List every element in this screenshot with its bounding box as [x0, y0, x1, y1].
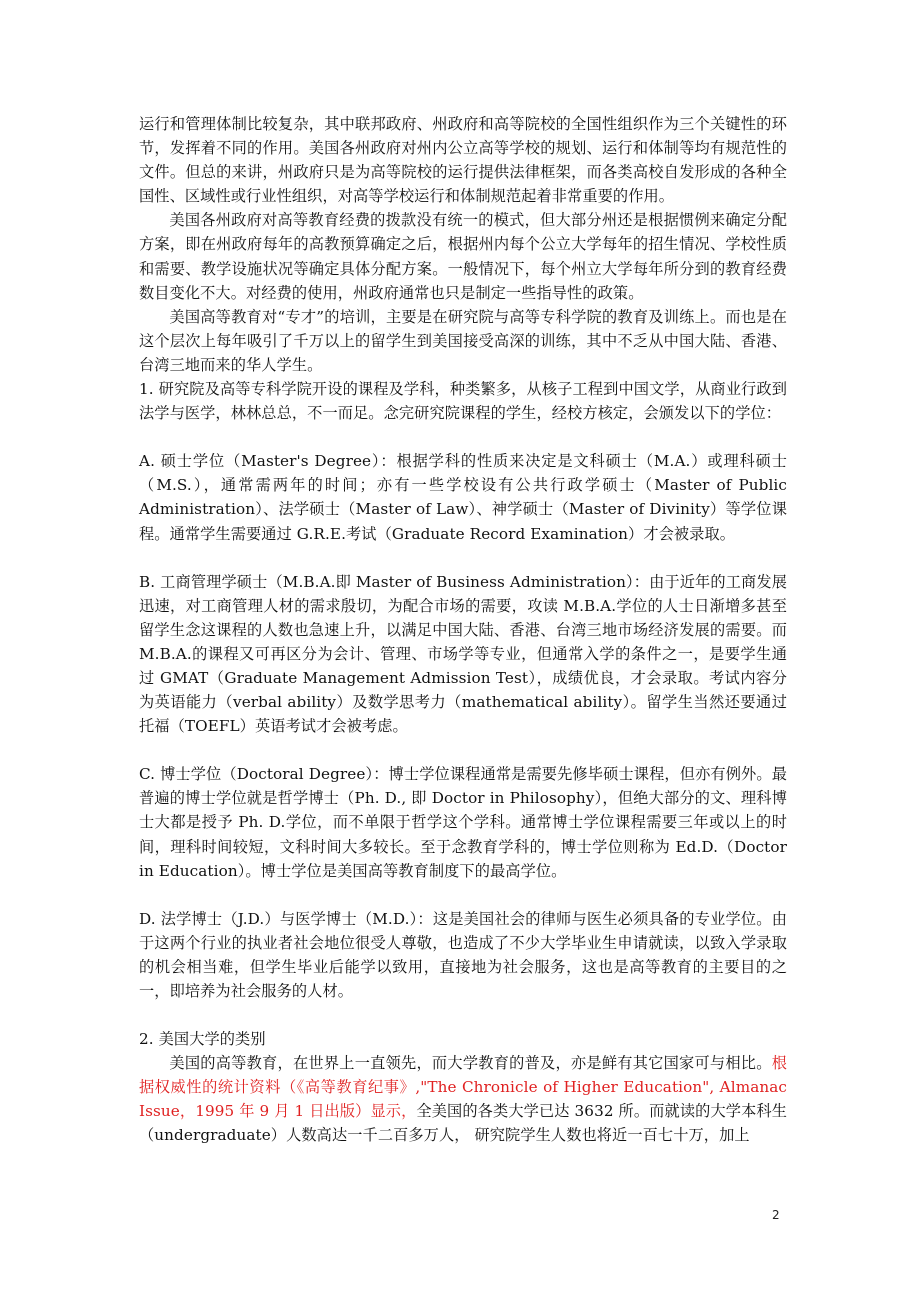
- paragraph-spacer: [139, 883, 787, 907]
- paragraph-graduate-programs: 1. 研究院及高等专科学院开设的课程及学科，种类繁多，从核子工程到中国文学，从商业行政到法学与医学，林林总总，不一而足。念完研究院课程的学生，经校方核定，会颁发以下的学位：: [139, 380, 787, 423]
- paragraph-spacer: [139, 1003, 787, 1027]
- statistics-figures-text: 全美国的各类大学已达 3632 所。而就读的大学本科生（undergraduate）人数高达一千二百多万人， 研究院学生人数也将近一百七十万，加上: [139, 1102, 787, 1145]
- paragraph-mba: B. 工商管理学硕士（M.B.A.即 Master of Business Administration）：由于近年的工商发展迅速，对工商管理人材的需求殷切，为配合市场的需要，攻读 M.B.A.学位的人士日渐增多甚至留学生念这课程的人数也急速上升，以满足中国大陆、香港、台湾三地市场经济发展的需要。而 M.B.A.的课程又可再区分为会计、管理、市场学等专业，但通常入学的条件之一，是要学生通过 GMAT（Graduate Management Admission Test），成绩优良，才会录取。考试内容分为英语能力（verbal ability）及数学思考力（mathematical ability）。留学生当然还要通过托福（TOEFL）英语考试才会被考虑。: [139, 572, 787, 736]
- statistics-source-citation: 根据权威性的统计资料（《高等教育纪事》,"The Chronicle of Higher Education", Almanac Issue，1995 年 9 月 1 日出版）显示，: [139, 1054, 787, 1121]
- paragraph-government-structure: 运行和管理体制比较复杂，其中联邦政府、州政府和高等院校的全国性组织作为三个关键性的环节，发挥着不同的作用。美国各州政府对州内公立高等学校的规划、运行和体制等均有规范性的文件。但总的来讲，州政府只是为高等院校的运行提供法律框架，而各类高校自发形成的各种全国性、区域性或行业性组织，对高等学校运行和体制规范起着非常重要的作用。: [139, 115, 787, 206]
- paragraph-spacer: [139, 425, 787, 449]
- paragraph-state-funding: 美国各州政府对高等教育经费的拨款没有统一的模式，但大部分州还是根据惯例来确定分配方案，即在州政府每年的高教预算确定之后，根据州内每个公立大学每年的招生情况、学校性质和需要、教学设施状况等确定具体分配方案。一般情况下，每个州立大学每年所分到的教育经费数目变化不大。对经费的使用，州政府通常也只是制定一些指导性的政策。: [139, 211, 787, 302]
- paragraph-doctoral-degree: C. 博士学位（Doctoral Degree）：博士学位课程通常是需要先修毕硕士课程，但亦有例外。最普遍的博士学位就是哲学博士（Ph. D., 即 Doctor in Philosophy），但绝大部分的文、理科博士大都是授予 Ph. D.学位，而不单限于哲学这个学科。通常博士学位课程需要三年或以上的时间，理科时间较短，文科时间大多较长。至于念教育学科的，博士学位则称为 Ed.D.（Doctor in Education）。博士学位是美国高等教育制度下的最高学位。: [139, 765, 787, 880]
- paragraph-spacer: [139, 738, 787, 762]
- paragraph-specialist-training: 美国高等教育对“专才”的培训，主要是在研究院与高等专科学院的教育及训练上。而也是在这个层次上每年吸引了千万以上的留学生到美国接受高深的训练，其中不乏从中国大陆、香港、台湾三地而来的华人学生。: [139, 307, 787, 374]
- statistics-intro-text: 美国的高等教育，在世界上一直领先，而大学教育的普及，亦是鲜有其它国家可与相比。: [169, 1054, 772, 1073]
- document-body: [139, 112, 787, 1148]
- section-heading-university-types: 2. 美国大学的类别: [139, 1030, 266, 1049]
- paragraph-jd-md: D. 法学博士（J.D.）与医学博士（M.D.）：这是美国社会的律师与医生必须具备的专业学位。由于这两个行业的执业者社会地位很受人尊敬，也造成了不少大学毕业生申请就读，以致入学录取的机会相当难，但学生毕业后能学以致用，直接地为社会服务，这也是高等教育的主要目的之一，即培养为社会服务的人材。: [139, 909, 787, 1000]
- page-number: 2: [772, 1208, 780, 1222]
- paragraph-university-statistics: [139, 1051, 787, 1147]
- paragraph-masters-degree: A. 硕士学位（Master's Degree）：根据学科的性质来决定是文科硕士（M.A.）或理科硕士（M.S.），通常需两年的时间；亦有一些学校设有公共行政学硕士（Master of Public Administration）、法学硕士（Master of Law）、神学硕士（Master of Divinity）等学位课程。通常学生需要通过 G.R.E.考试（Graduate Record Examination）才会被录取。: [139, 452, 787, 543]
- paragraph-spacer: [139, 546, 787, 570]
